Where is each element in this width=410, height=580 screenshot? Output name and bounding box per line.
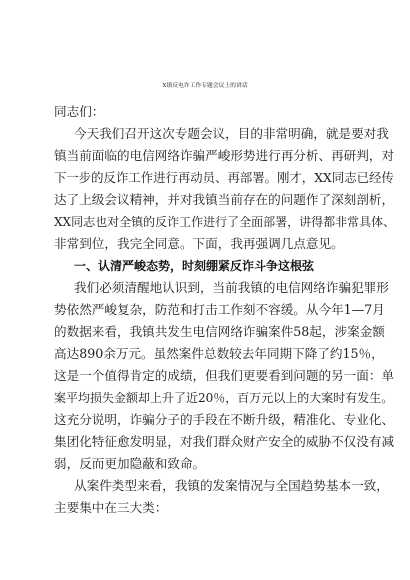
- paragraph-line: 的数据来看，我镇共发生电信网络诈骗案件58起，涉案金额: [54, 324, 385, 339]
- paragraph-line: 镇当前面临的电信网络诈骗严峻形势进行再分析、再研判，对: [54, 148, 395, 163]
- paragraph-line: 弱，反而更加隐蔽和致命。: [54, 456, 206, 471]
- section-heading: 一、认清严峻态势，时刻绷紧反诈斗争这根弦: [74, 259, 315, 273]
- paragraph-line: 达了上级会议精神，并对我镇当前存在的问题作了深刻剖析，: [54, 192, 395, 207]
- salutation: 同志们：: [54, 104, 105, 119]
- paragraph-line: 集团化特征愈发明显，对我们群众财产安全的威胁不仅没有减: [54, 434, 395, 449]
- paragraph-line: 从案件类型来看，我镇的发案情况与全国趋势基本一致，: [74, 478, 389, 493]
- paragraph-line: 主要集中在三大类：: [54, 500, 168, 515]
- paragraph-line: 势依然严峻复杂，防范和打击工作刻不容缓。从今年1—7月: [54, 302, 385, 317]
- document-title: X镇反电诈工作专题会议上的讲话: [162, 83, 248, 89]
- paragraph-line: 高达890余万元。虽然案件总数较去年同期下降了约15％，: [54, 346, 384, 361]
- paragraph-line: 非常到位，我完全同意。下面，我再强调几点意见。: [54, 236, 344, 251]
- paragraph-line: 这充分说明，诈骗分子的手段在不断升级，精准化、专业化、: [54, 412, 395, 427]
- paragraph-line: 案平均损失金额却上升了近20％，百万元以上的大案时有发生。: [54, 391, 394, 405]
- paragraph-line: 今天我们召开这次专题会议，目的非常明确，就是要对我: [74, 126, 389, 141]
- paragraph-line: 我们必须清醒地认识到，当前我镇的电信网络诈骗犯罪形: [74, 280, 389, 295]
- paragraph-line: 下一步的反诈工作进行再动员、再部署。刚才，XX同志已经传: [54, 170, 394, 185]
- paragraph-line: XX同志也对全镇的反诈工作进行了全面部署，讲得都非常具体、: [54, 215, 396, 229]
- paragraph-line: 这是一个值得肯定的成绩，但我们更要看到问题的另一面：单: [54, 368, 395, 383]
